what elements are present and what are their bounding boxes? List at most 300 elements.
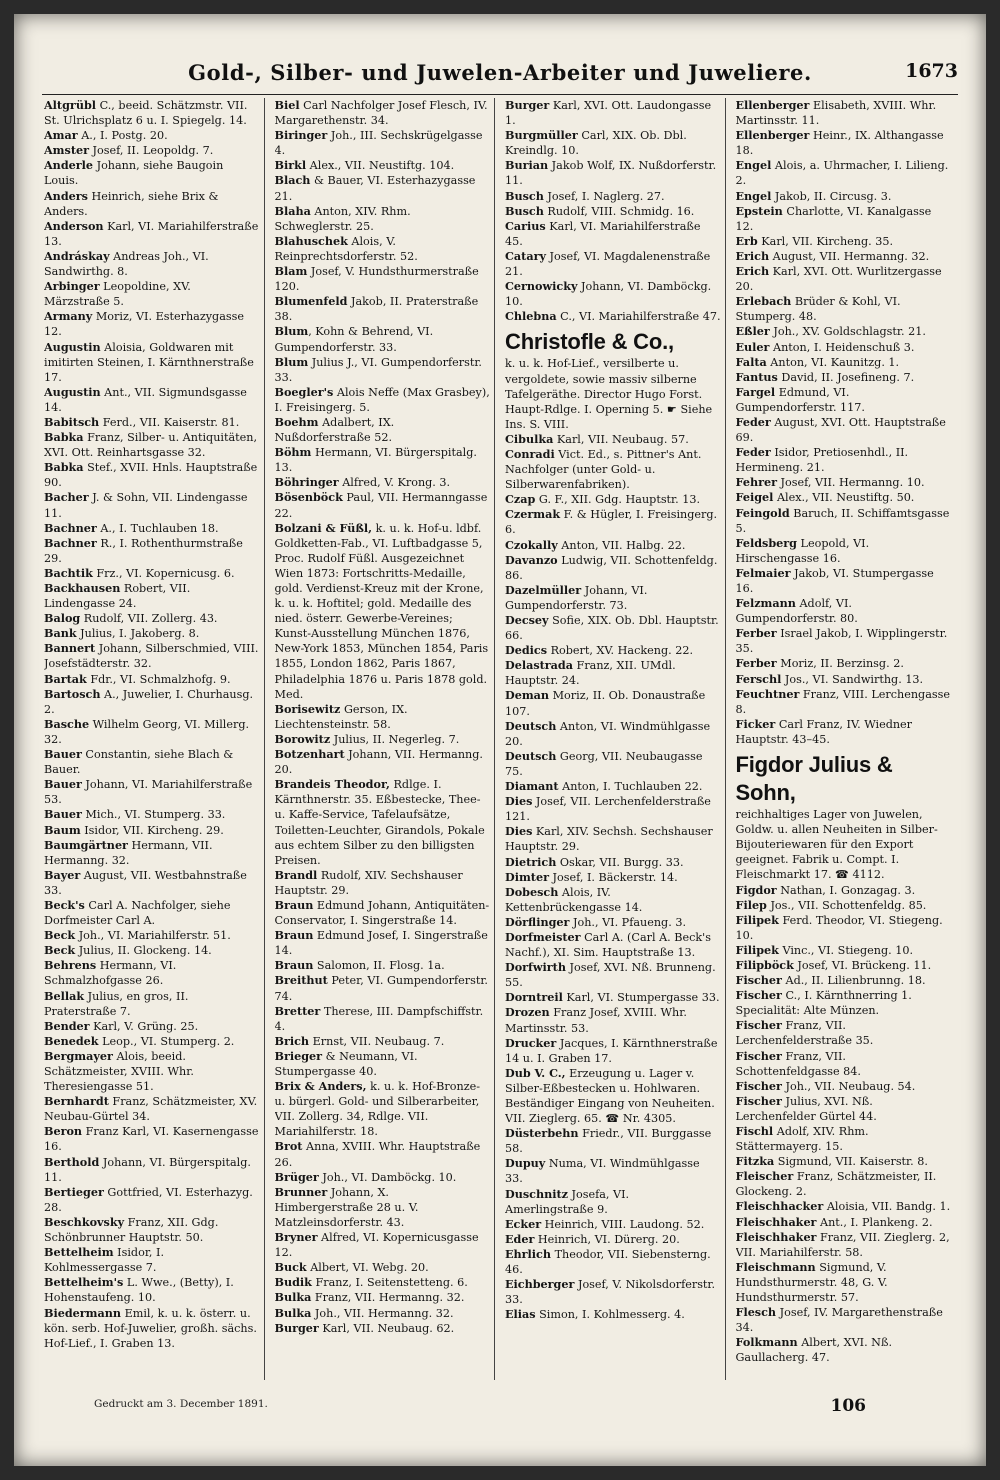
entry-name: Cernowicky	[505, 279, 578, 294]
directory-entry	[736, 385, 953, 415]
entry-details: Julius J., VI. Gumpendorferstr. 33.	[274, 355, 482, 384]
entry-name: Davanzo	[505, 552, 558, 567]
directory-entry	[505, 643, 721, 658]
directory-entry	[736, 294, 953, 324]
directory-entry	[44, 1049, 260, 1094]
directory-entry	[736, 324, 953, 339]
entry-name: Bryner	[274, 1230, 318, 1245]
directory-entry	[736, 807, 953, 882]
directory-entry	[275, 1306, 491, 1321]
directory-entry	[44, 717, 260, 747]
entry-name: Delastrada	[505, 658, 573, 673]
entry-name: Dimter	[505, 869, 549, 884]
directory-entry	[736, 1169, 953, 1199]
entry-details: Franz, VII. Schottenfeldgasse 84.	[735, 1049, 861, 1078]
entry-name: Babka	[44, 430, 84, 445]
entry-details: Johann, VI. Bürgerspitalg. 11.	[44, 1155, 251, 1184]
entry-name: Burian	[505, 158, 549, 173]
entry-details: Carl Nachfolger Josef Flesch, IV. Margarethenstr. 34.	[274, 99, 488, 128]
directory-entry	[736, 355, 953, 370]
entry-details: F. & Hügler, I. Freisingerg. 6.	[505, 508, 718, 537]
entry-details: Anton, I. Heidenschuß 3.	[769, 340, 915, 354]
entry-name: Felmaier	[735, 565, 791, 580]
directory-entry	[44, 279, 260, 309]
entry-details: Anton, VI. Kaunitzg. 1.	[766, 355, 900, 369]
entry-name: Ferber	[735, 626, 777, 641]
entry-details: Sigmund, VII. Kaiserstr. 8.	[774, 1155, 928, 1169]
entry-name: Feigel	[735, 490, 774, 505]
entry-name: Czermak	[505, 507, 561, 522]
entry-details: Joh., VI. Damböckg. 10.	[318, 1170, 457, 1184]
entry-details: Anton, VI. Windmühlgasse 20.	[505, 719, 711, 748]
directory-entry	[736, 506, 953, 536]
entry-details: Robert, XV. Hackeng. 22.	[547, 644, 694, 658]
directory-entry	[736, 536, 953, 566]
entry-details: Hermann, VI. Schmalzhofgasse 26.	[44, 959, 177, 988]
entry-name: Beck	[44, 943, 76, 958]
entry-name: Catary	[505, 248, 546, 263]
directory-entry	[505, 1005, 721, 1035]
directory-entry	[275, 415, 491, 445]
entry-details: k. u. k. Hof-Bronze- u. bürgerl. Gold- und Silberarbeiter, VII. Zollerg. 34, Rdlge. VII. Mariahilferstr. 18.	[274, 1080, 480, 1139]
entry-details: Charlotte, VI. Kanalgasse 12.	[735, 204, 932, 233]
directory-entry	[275, 294, 491, 324]
entry-details: Sofie, XIX. Ob. Dbl. Hauptstr. 66.	[505, 614, 719, 643]
entry-details: Joh., VI. Pfaueng. 3.	[569, 915, 687, 929]
directory-entry	[275, 324, 491, 354]
entry-details: August, XVI. Ott. Hauptstraße 69.	[735, 415, 946, 445]
entry-details: Moriz, II. Ob. Donaustraße 107.	[505, 689, 706, 718]
entry-details: Isidor, VII. Kircheng. 29.	[80, 823, 224, 837]
entry-name: Ellenberger	[735, 128, 810, 143]
directory-page	[14, 14, 986, 1466]
directory-entry	[736, 1305, 953, 1335]
entry-details: Karl, VI. Mariahilferstraße 13.	[44, 219, 259, 248]
directory-entry	[275, 158, 491, 173]
entry-name: Birkl	[274, 158, 307, 173]
entry-name: Burger	[274, 1320, 319, 1335]
directory-entry	[44, 189, 260, 219]
entry-name: Böhringer	[274, 475, 339, 490]
entry-details: Karl, XIV. Sechsh. Sechshauser Hauptstr. 29.	[505, 825, 713, 854]
directory-entry	[44, 928, 260, 943]
entry-details: Rdlge. I. Kärnthnerstr. 35. Eßbestecke, Thee- u. Kaffe-Service, Tafelaufsätze, Toiletten-Leuchter, Girandols, Pokale aus echtem Silber zu den billigsten Preisen.	[274, 778, 485, 867]
entry-details: Julius, en gros, II. Praterstraße 7.	[44, 989, 189, 1018]
entry-name: Fischer	[735, 988, 782, 1003]
directory-entry	[275, 204, 491, 234]
entry-details: Jakob, II. Circusg. 3.	[771, 189, 892, 203]
directory-entry	[505, 1307, 721, 1322]
directory-entry	[736, 1230, 953, 1260]
entry-name: Czap	[505, 492, 536, 507]
directory-entry	[44, 611, 260, 626]
directory-entry	[275, 973, 491, 1003]
entry-name: Blum	[274, 324, 309, 339]
directory-entry	[505, 189, 721, 204]
entry-details: Julius, XVI. Nß. Lerchenfelder Gürtel 44.	[735, 1094, 877, 1123]
entry-details: Alois Neffe (Max Grasbey), I. Freisingerg. 5.	[274, 385, 490, 414]
directory-entry	[275, 1004, 491, 1034]
entry-name: Decsey	[505, 613, 549, 627]
directory-entry	[44, 566, 260, 581]
entry-name: Fischl	[735, 1124, 774, 1138]
entry-name: Fleischhacker	[735, 1199, 824, 1214]
entry-name: Behrens	[44, 958, 97, 973]
directory-columns	[44, 98, 956, 1380]
entry-name: Ehrlich	[505, 1246, 552, 1261]
directory-entry	[275, 490, 491, 520]
directory-entry	[275, 445, 491, 475]
directory-entry	[505, 855, 721, 870]
directory-entry	[505, 1187, 721, 1217]
directory-entry	[505, 583, 721, 613]
directory-entry	[505, 538, 721, 553]
entry-name: Feder	[735, 445, 771, 460]
entry-details: Moriz, II. Berzinsg. 2.	[776, 657, 904, 671]
entry-details: Friedr., VII. Burggasse 58.	[505, 1127, 712, 1156]
directory-entry	[736, 415, 953, 445]
entry-name: Anderle	[44, 158, 94, 173]
directory-entry	[44, 898, 260, 928]
entry-name: Ellenberger	[735, 98, 810, 112]
entry-details: Carl A. (Carl A. Beck's Nachf.), XI. Sim. Hauptstraße 13.	[505, 930, 711, 960]
advert-heading: Christofle & Co.,	[505, 329, 674, 355]
directory-entry	[505, 779, 721, 794]
entry-name: Budik	[274, 1275, 312, 1290]
entry-details: Franz, VIII. Lerchengasse 8.	[735, 687, 950, 716]
entry-details: C., I. Kärnthnerring 1. Specialität: Alte Münzen.	[735, 989, 912, 1018]
entry-details: Julius, II. Glockeng. 14.	[75, 944, 212, 958]
entry-name: Düsterbehn	[505, 1126, 579, 1141]
directory-entry	[736, 1079, 953, 1094]
entry-name: Drozen	[505, 1005, 550, 1020]
entry-name: Deman	[505, 688, 550, 703]
entry-details: Ant., I. Plankeng. 2.	[816, 1215, 933, 1229]
entry-details: Franz, VII. Zieglerg. 2, VII. Mariahilferstr. 58.	[735, 1230, 950, 1259]
entry-details: Aloisia, VII. Bandg. 1.	[823, 1200, 951, 1214]
directory-entry	[736, 445, 953, 475]
entry-details: Adalbert, IX. Nußdorferstraße 52.	[274, 415, 395, 445]
directory-entry	[44, 309, 260, 339]
entry-name: Bauer	[44, 747, 82, 762]
entry-name: Fischer	[735, 1048, 782, 1063]
entry-details: Julius, II. Negerleg. 7.	[330, 732, 460, 746]
directory-entry	[44, 1245, 260, 1275]
entry-details: Johann, VI. Gumpendorferstr. 73.	[505, 583, 648, 612]
entry-name: Baumgärtner	[44, 837, 128, 852]
page-number: 1673	[905, 60, 958, 82]
entry-details: Johann, VI. Damböckg. 10.	[505, 280, 712, 309]
entry-name: Ficker	[735, 716, 776, 731]
entry-details: Heinr., IX. Althangasse 18.	[735, 129, 944, 158]
directory-entry	[44, 1034, 260, 1049]
entry-details: Leopold, VI. Hirschengasse 16.	[735, 536, 870, 565]
directory-entry	[275, 747, 491, 777]
directory-entry	[44, 158, 260, 188]
entry-name: Braun	[274, 928, 314, 943]
entry-name: Elias	[505, 1307, 536, 1322]
entry-name: Baum	[44, 822, 81, 837]
entry-details: Josef, II. Leopoldg. 7.	[89, 144, 214, 158]
entry-name: Biringer	[274, 128, 328, 143]
entry-details: reichhaltiges Lager von Juwelen, Goldw. u. allen Neuheiten in Silber-Bijouteriewaren für den Export geeignet. Fabrik u. Compt. I. Fleischmarkt 17. ☎ 4112.	[735, 808, 938, 882]
directory-entry	[44, 1124, 260, 1154]
directory-entry	[275, 475, 491, 490]
directory-entry	[44, 430, 260, 460]
directory-entry	[736, 898, 953, 913]
entry-details: Carl, XIX. Ob. Dbl. Kreindlg. 10.	[505, 129, 687, 158]
directory-entry	[44, 1185, 260, 1215]
entry-details: Ad., II. Lilienbrunng. 18.	[781, 974, 926, 988]
entry-details: Aloisia, Goldwaren mit imitirten Steinen, I. Kärnthnerstraße 17.	[44, 340, 254, 384]
entry-details: Moriz, VI. Esterhazygasse 12.	[44, 310, 244, 339]
entry-name: Breithut	[274, 973, 328, 988]
entry-name: Dies	[505, 794, 533, 809]
directory-entry	[505, 309, 721, 324]
entry-details: August, VII. Westbahnstraße 33.	[44, 868, 247, 897]
directory-entry	[505, 128, 721, 158]
entry-details: Josef, VI. Brückeng. 11.	[793, 958, 932, 972]
entry-details: Jacques, I. Kärnthnerstraße 14 u. I. Graben 17.	[505, 1036, 718, 1065]
entry-name: Basche	[44, 716, 90, 731]
entry-name: Fischer	[735, 1093, 782, 1108]
entry-details: Josef, VII. Lerchenfelderstraße 121.	[505, 795, 711, 824]
entry-details: Mich., VI. Stumperg. 33.	[81, 808, 226, 822]
directory-entry	[736, 626, 953, 656]
entry-details: Ludwig, VII. Schottenfeldg. 86.	[505, 553, 718, 582]
directory-entry	[275, 928, 491, 958]
directory-entry	[505, 658, 721, 688]
entry-name: Bender	[44, 1018, 90, 1033]
directory-entry	[505, 492, 721, 507]
entry-details: Hermann, VI. Bürgerspitalg. 13.	[274, 446, 477, 475]
entry-name: Fleischmann	[735, 1259, 816, 1274]
directory-entry	[275, 702, 491, 732]
entry-name: Fleischhaker	[735, 1214, 817, 1229]
directory-entry	[505, 1217, 721, 1232]
entry-details: Isidor, Pretiosenhdl., II. Hermineng. 21.	[735, 446, 909, 475]
entry-name: Brandl	[274, 867, 318, 882]
directory-entry	[275, 1034, 491, 1049]
entry-name: Flesch	[735, 1305, 777, 1320]
entry-details: Edmund Johann, Antiquitäten-Conservator, I. Singerstraße 14.	[274, 898, 490, 928]
entry-name: Augustin	[44, 339, 101, 354]
entry-details: Josefa, VI. Amerlingstraße 9.	[505, 1187, 630, 1216]
directory-entry	[44, 1094, 260, 1124]
entry-name: Busch	[505, 188, 544, 203]
entry-name: Botzenhart	[274, 747, 345, 762]
entry-name: Filipek	[735, 942, 779, 957]
entry-details: Heinrich, VIII. Laudong. 52.	[541, 1217, 705, 1231]
entry-name: Brix & Anders,	[274, 1079, 367, 1094]
entry-name: Bretter	[274, 1003, 321, 1018]
entry-details: Joh., III. Sechskrügelgasse 4.	[274, 129, 483, 158]
entry-details: Ferd. Theodor, VI. Stiegeng. 10.	[735, 913, 943, 942]
entry-name: Eßler	[735, 324, 770, 339]
entry-name: Boehm	[274, 414, 319, 429]
entry-details: Karl, VI. Mariahilferstraße 45.	[505, 219, 701, 248]
entry-details: Josef, VII. Hermanng. 10.	[777, 476, 925, 490]
directory-entry	[44, 777, 260, 807]
entry-name: Bachner	[44, 535, 97, 550]
directory-entry	[44, 868, 260, 898]
entry-details: A., Juwelier, I. Churhausg. 2.	[44, 687, 254, 716]
entry-details: Franz, XII. UMdl. Hauptstr. 24.	[505, 659, 676, 688]
entry-name: Böhm	[274, 445, 312, 460]
entry-name: Figdor	[735, 882, 777, 897]
entry-name: Beck's	[44, 897, 85, 912]
directory-entry	[736, 158, 953, 188]
entry-details: Georg, VII. Neubaugasse 75.	[505, 749, 703, 778]
entry-details: Carl Franz, IV. Wiedner Hauptstr. 43–45.	[735, 717, 913, 746]
entry-name: Bachner	[44, 520, 97, 535]
directory-entry	[736, 1124, 953, 1154]
entry-details: Isidor, I. Kohlmessergasse 7.	[44, 1246, 165, 1275]
entry-name: Fischer	[735, 1018, 782, 1033]
entry-name: Braun	[274, 958, 314, 973]
entry-name: Bayer	[44, 867, 81, 882]
entry-name: Erich	[735, 248, 770, 263]
entry-name: Balog	[44, 611, 81, 626]
directory-entry	[505, 990, 721, 1005]
entry-details: Edmund Josef, I. Singerstraße 14.	[274, 929, 488, 958]
directory-entry	[505, 794, 721, 824]
print-date: Gedruckt am 3. December 1891.	[94, 1398, 268, 1410]
entry-name: Blum	[274, 354, 309, 369]
entry-details: k. u. k. Hof-u. ldbf. Goldketten-Fab., VI. Luftbadgasse 5, Proc. Rudolf Füßl. Ausgezeichnet Wien 1873: Fortschritts-Medaille, gold. Verdienst-Kreuz mit der Krone, k. u. k. Hoftitel; gold. Medaille des nied. österr. Gewerbe-Vereines; Kunst-Ausstellung München 1876, New-York 1853, München 1854, Paris 1855, London 1862, Paris 1867, Philadelphia 1876 u. Paris 1878 gold. Med.	[274, 521, 489, 701]
directory-entry	[44, 340, 260, 385]
entry-name: Falta	[735, 354, 767, 369]
entry-details: Joh., VI. Mariahilferstr. 51.	[75, 929, 231, 943]
directory-entry	[44, 1306, 260, 1351]
entry-name: Filipböck	[735, 957, 794, 972]
directory-entry	[505, 204, 721, 219]
entry-name: Brüger	[274, 1169, 319, 1184]
entry-details: Theodor, VII. Siebensterng. 46.	[505, 1247, 711, 1277]
entry-details: Adolf, VI. Gumpendorferstr. 80.	[735, 597, 858, 626]
entry-name: Feingold	[735, 505, 790, 520]
entry-name: Bellak	[44, 988, 85, 1003]
entry-name: Amar	[44, 128, 78, 143]
directory-entry	[275, 1139, 491, 1169]
directory-entry	[44, 249, 260, 279]
directory-entry	[505, 824, 721, 854]
directory-entry	[736, 370, 953, 385]
entry-details: Joh., VII. Neubaug. 54.	[781, 1079, 916, 1093]
entry-name: Armany	[44, 309, 93, 324]
directory-entry	[275, 1185, 491, 1230]
directory-entry	[505, 1247, 721, 1277]
entry-name: Beschkovsky	[44, 1214, 125, 1229]
entry-name: Bartak	[44, 671, 87, 686]
entry-details: Joh., VII. Hermanng. 32.	[311, 1306, 454, 1320]
directory-entry	[736, 234, 953, 249]
directory-entry	[275, 385, 491, 415]
entry-name: Filep	[735, 897, 767, 912]
directory-entry	[44, 943, 260, 958]
entry-name: Blaha	[274, 203, 311, 218]
directory-entry	[505, 219, 721, 249]
entry-name: Backhausen	[44, 581, 121, 595]
directory-entry	[505, 885, 721, 915]
entry-details: Constantin, siehe Blach & Bauer.	[44, 748, 234, 777]
entry-details: Leopoldine, XV. Märzstraße 5.	[44, 280, 191, 309]
entry-details: C., beeid. Schätzmstr. VII. St. Ulrichsplatz 6 u. I. Spiegelg. 14.	[44, 99, 248, 128]
entry-name: Bannert	[44, 641, 96, 656]
entry-name: Brot	[274, 1139, 303, 1154]
entry-name: Conradi	[505, 446, 555, 461]
entry-name: Dorntreil	[505, 990, 563, 1005]
directory-entry	[736, 883, 953, 898]
entry-name: Dorfwirth	[505, 960, 566, 975]
entry-details: Emil, k. u. k. österr. u. kön. serb. Hof-Juwelier, großh. sächs. Hof-Lief., I. Graben 13.	[44, 1306, 257, 1350]
entry-details: Karl, XVI. Ott. Laudongasse 1.	[505, 99, 712, 128]
entry-details: Rudolf, VIII. Schmidg. 16.	[543, 204, 695, 218]
directory-entry	[736, 566, 953, 596]
entry-name: Brieger	[274, 1048, 323, 1063]
entry-details: Brüder & Kohl, VI. Stumperg. 48.	[735, 295, 901, 324]
entry-details: Franz Josef, XVIII. Whr. Martinsstr. 53.	[505, 1006, 687, 1035]
entry-name: Dub V. C.,	[505, 1065, 566, 1080]
entry-name: Fischer	[735, 1078, 782, 1093]
entry-name: Dietrich	[505, 854, 557, 869]
entry-details: Heinrich, VI. Dürerg. 20.	[534, 1232, 680, 1246]
entry-details: Sigmund, V. Hundsthurmerstr. 48, G. V. Hundsthurmerstr. 57.	[735, 1260, 888, 1305]
header-rule	[42, 94, 958, 95]
entry-name: Blahuschek	[274, 233, 348, 248]
entry-details: Anton, I. Tuchlauben 22.	[558, 780, 703, 794]
directory-entry	[44, 958, 260, 988]
entry-name: Anderson	[44, 218, 104, 233]
directory-entry	[44, 536, 260, 566]
entry-details: A., I. Postg. 20.	[77, 129, 168, 143]
entry-name: Ecker	[505, 1216, 542, 1231]
entry-name: Bertieger	[44, 1184, 104, 1199]
directory-entry	[736, 958, 953, 973]
directory-entry	[275, 1079, 491, 1139]
entry-name: Blumenfeld	[274, 294, 348, 309]
entry-details: G. F., XII. Gdg. Hauptstr. 13.	[535, 493, 701, 507]
directory-entry	[44, 626, 260, 641]
directory-entry	[736, 475, 953, 490]
entry-details: Karl, VII. Neubaug. 57.	[553, 432, 689, 446]
entry-name: Czokally	[505, 537, 558, 552]
entry-name: Bank	[44, 626, 77, 641]
entry-details: Therese, III. Dampfschiffstr. 4.	[274, 1004, 484, 1033]
entry-details: Paul, VII. Hermanngasse 22.	[274, 491, 488, 520]
entry-details: Elisabeth, XVIII. Whr. Martinsstr. 11.	[735, 99, 937, 128]
entry-name: Duschnitz	[505, 1186, 568, 1201]
entry-details: Franz, Schätzmeister, II. Glockeng. 2.	[735, 1170, 937, 1199]
entry-name: Fantus	[735, 369, 778, 384]
entry-name: Euler	[735, 339, 770, 354]
directory-entry	[505, 613, 721, 643]
entry-details: Edmund, VI. Gumpendorferstr. 117.	[735, 385, 865, 414]
entry-details: C., VI. Mariahilferstraße 47.	[556, 310, 721, 324]
entry-details: Karl, VI. Stumpergasse 33.	[562, 991, 720, 1005]
entry-name: Dies	[505, 824, 533, 839]
entry-details: & Neumann, VI. Stumpergasse 40.	[274, 1049, 418, 1078]
entry-details: L. Wwe., (Betty), I. Hohenstaufeng. 10.	[44, 1276, 234, 1305]
directory-entry	[44, 838, 260, 868]
entry-name: Berthold	[44, 1154, 100, 1169]
directory-entry	[275, 777, 491, 868]
entry-details: Albert, VI. Webg. 20.	[306, 1261, 429, 1275]
directory-entry	[44, 581, 260, 611]
entry-details: Carl A. Nachfolger, siehe Dorfmeister Carl A.	[44, 898, 231, 928]
directory-entry	[505, 1232, 721, 1247]
entry-name: Dazelmüller	[505, 582, 582, 597]
